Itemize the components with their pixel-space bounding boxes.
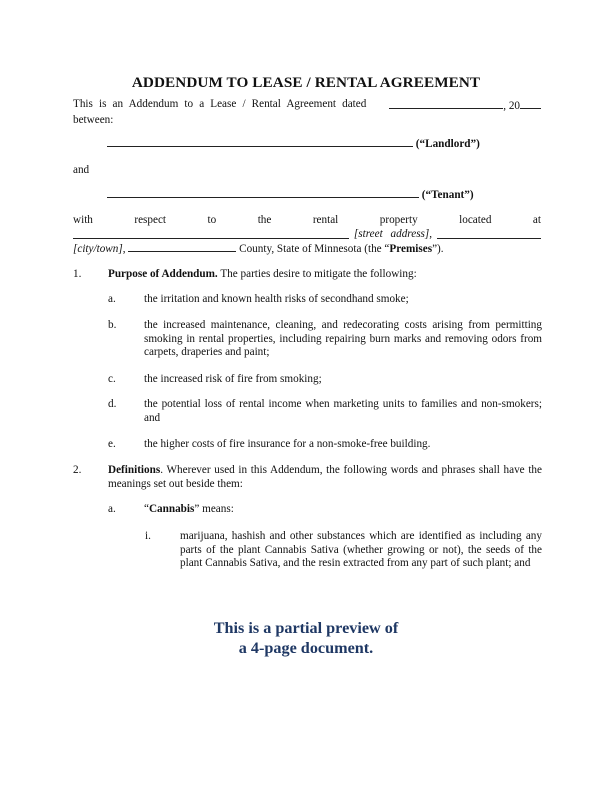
year-blank-field[interactable] xyxy=(520,98,541,109)
comma-year: , 20 xyxy=(503,100,520,112)
section-2-heading: Definitions xyxy=(108,464,161,476)
item-label: c. xyxy=(108,373,116,385)
landlord-name-blank-field[interactable] xyxy=(107,136,413,147)
premises-word: the xyxy=(257,214,272,226)
item-label: d. xyxy=(108,398,117,410)
landlord-label: (“Landlord”) xyxy=(415,138,480,150)
city-town-label: [city/town] xyxy=(73,243,123,256)
preview-notice-line-2: a 4-page document. xyxy=(238,638,374,657)
premises-line-1 xyxy=(73,214,541,228)
partial-preview-notice xyxy=(0,619,612,658)
premises-word: to xyxy=(207,214,217,226)
item-label: e. xyxy=(108,438,116,450)
preview-notice-line-1: This is a partial preview of xyxy=(213,619,399,637)
street-address-label: [street address], xyxy=(353,227,433,240)
item-label: a. xyxy=(108,293,116,305)
item-text: the increased risk of fire from smoking; xyxy=(144,373,322,385)
county-text: County, State of Minnesota (the “ xyxy=(239,243,390,256)
section-1-heading-text: Purpose of Addendum. The parties desire to mitigate the following: xyxy=(108,268,417,280)
intro-date-blank-group xyxy=(389,98,541,114)
premises-line-2 xyxy=(73,228,541,242)
premises-word: located xyxy=(459,214,492,226)
date-blank-field[interactable] xyxy=(389,98,503,109)
street-address-blank-field[interactable] xyxy=(73,228,349,239)
item-text: the irritation and known health risks of secondhand smoke; xyxy=(144,293,409,305)
premises-line-3: [city/town], County, State of Minnesota (the “Premises”). xyxy=(73,243,444,256)
definition-term-line: “Cannabis” means: xyxy=(144,503,234,515)
tenant-name-blank-field[interactable] xyxy=(107,187,419,198)
item-text: the higher costs of fire insurance for a non-smoke-free building. xyxy=(144,438,431,450)
premises-word: property xyxy=(379,214,418,226)
premises-word: respect xyxy=(134,214,167,226)
premises-paragraph xyxy=(73,214,541,257)
intro-continuation: between: xyxy=(73,113,114,126)
document-title: ADDENDUM TO LEASE / RENTAL AGREEMENT xyxy=(131,74,481,91)
subitem-label: i. xyxy=(145,530,151,542)
item-text: the increased maintenance, cleaning, and redecorating costs arising from permitting smoking in rental properties, including repairing burn marks and removing odors from carpets, draperies and paint; xyxy=(144,319,542,359)
intro-paragraph xyxy=(73,98,541,127)
subitem-text: marijuana, hashish and other substances which are identified as including any parts of the plant Cannabis Sativa (whether growing or not), the seeds of the plant Cannabis Sativa, and the resin extracted from any part of such plant; and xyxy=(180,530,542,570)
section-2-heading-text: Definitions. Wherever used in this Addendum, the following words and phrases shall have the meanings set out beside them: xyxy=(108,464,542,490)
tenant-label: (“Tenant”) xyxy=(421,189,474,201)
landlord-line xyxy=(107,136,480,152)
premises-word: rental xyxy=(312,214,339,226)
premises-word: with xyxy=(73,214,93,226)
and-text: and xyxy=(73,164,90,176)
item-label: b. xyxy=(108,319,117,331)
premises-word: at xyxy=(532,214,541,226)
item-label: a. xyxy=(108,503,116,515)
defined-term: Cannabis xyxy=(148,503,195,515)
city-blank-field[interactable] xyxy=(437,228,541,239)
county-blank-field[interactable] xyxy=(128,241,236,252)
section-1-number: 1. xyxy=(73,268,82,280)
premises-term: Premises xyxy=(389,243,433,256)
intro-text: This is an Addendum to a Lease / Rental Agreement dated xyxy=(73,98,367,110)
section-1-heading: Purpose of Addendum. xyxy=(108,268,218,280)
section-2-number: 2. xyxy=(73,464,82,476)
tenant-line xyxy=(107,187,474,203)
item-text: the potential loss of rental income when marketing units to families and non-smokers; and xyxy=(144,398,542,424)
